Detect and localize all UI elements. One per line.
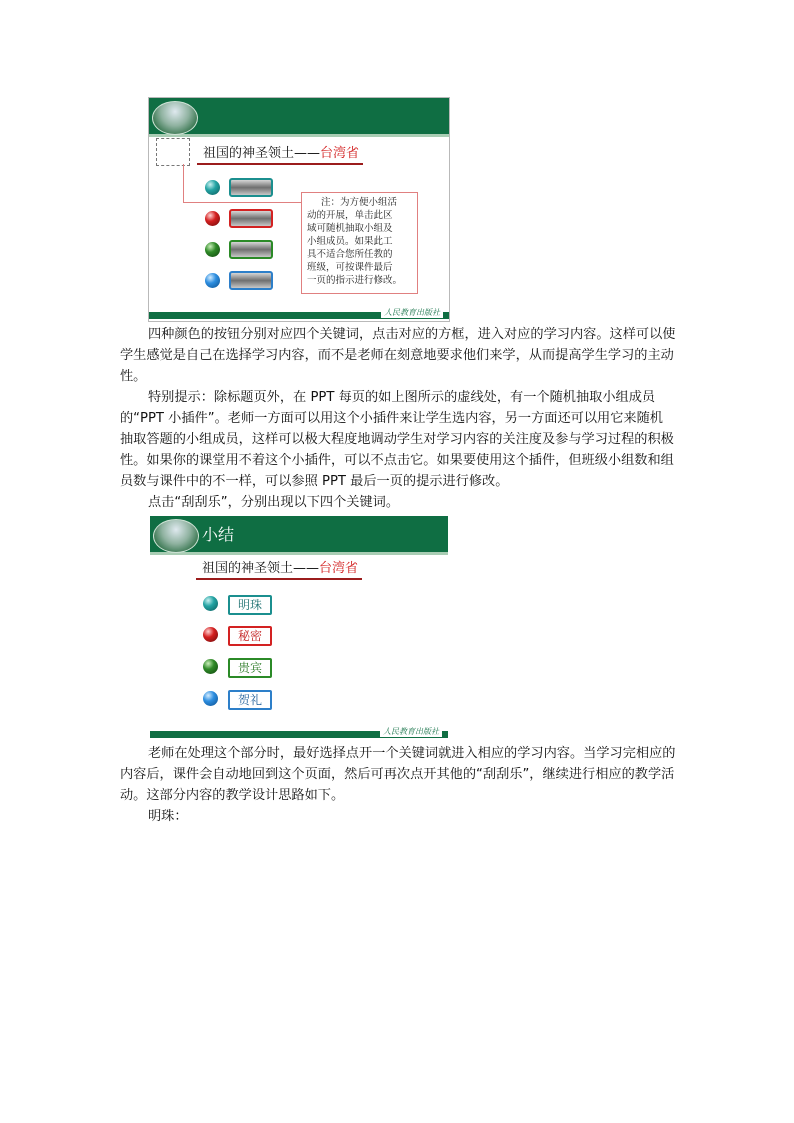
keyword-mimi-button[interactable]: 秘密 bbox=[228, 626, 272, 646]
paragraph-scratch-card: 点击“刮刮乐”，分别出现以下四个关键词。 bbox=[148, 495, 400, 510]
note-line: 一页的指示进行修改。 bbox=[307, 275, 403, 286]
keyword-heli-button[interactable]: 贺礼 bbox=[228, 690, 272, 710]
red-ball-icon bbox=[205, 211, 220, 226]
slide2-footer bbox=[150, 727, 448, 738]
note-line: 小组成员。如果此工 bbox=[307, 236, 393, 247]
teal-ball-icon bbox=[203, 596, 218, 611]
slide-image-2 bbox=[150, 516, 448, 739]
slide1-heading-text: 祖国的神圣领土—— bbox=[203, 146, 321, 161]
landscape-logo-icon bbox=[153, 519, 199, 553]
blue-keyword-button[interactable] bbox=[229, 271, 273, 290]
green-ball-icon bbox=[203, 659, 218, 674]
red-ball-icon bbox=[203, 627, 218, 642]
note-line: 域可随机抽取小组及 bbox=[307, 223, 393, 234]
random-group-dotted-area[interactable] bbox=[156, 138, 190, 166]
publisher-logo-text: 人民教育出版社 bbox=[381, 307, 443, 318]
note-line: 注：为方便小组活 bbox=[321, 197, 398, 208]
slide2-banner bbox=[150, 516, 448, 555]
note-line: 班级，可按课件最后 bbox=[307, 262, 393, 273]
teal-keyword-button[interactable] bbox=[229, 178, 273, 197]
note-line: 动的开展，单击此区 bbox=[307, 210, 393, 221]
green-keyword-button[interactable] bbox=[229, 240, 273, 259]
slide1-footer bbox=[149, 308, 449, 319]
note-connector-horizontal bbox=[183, 202, 301, 203]
paragraph-mingzhu-label: 明珠： bbox=[148, 809, 188, 824]
keyword-mingzhu-button[interactable]: 明珠 bbox=[228, 595, 272, 615]
slide2-heading-text: 祖国的神圣领土—— bbox=[202, 561, 320, 576]
blue-ball-icon bbox=[205, 273, 220, 288]
slide1-banner bbox=[149, 98, 449, 137]
note-connector-vertical bbox=[183, 164, 184, 202]
slide2-banner-title: 小结 bbox=[202, 525, 235, 544]
instruction-note bbox=[301, 192, 418, 294]
teal-ball-icon bbox=[205, 180, 220, 195]
slide2-heading bbox=[196, 557, 362, 580]
red-keyword-button[interactable] bbox=[229, 209, 273, 228]
paragraph-special-tip: 特别提示：除标题页外，在 PPT 每页的如上图所示的虚线处，有一个随机抽取小组成员的“PPT 小插件”。老师一方面可以用这个小插件来让学生选内容，另一方面还可以用它来随机抽取答题的小组成员，这样可以极大程度地调动学生对学习内容的关注度及参与学习过程的积极性。如果你的课堂用不着这个小插件，可以不点击它。如果要使用这个插件，但班级小组数和组员数与课件中的不一样，可以参照 PPT 最后一页的提示进行修改。 bbox=[120, 390, 674, 489]
paragraph-teaching-flow: 老师在处理这个部分时，最好选择点开一个关键词就进入相应的学习内容。当学习完相应的内容后，课件会自动地回到这个页面，然后可再次点开其他的“刮刮乐”，继续进行相应的教学活动。这部分内容的教学设计思路如下。 bbox=[120, 746, 676, 803]
blue-ball-icon bbox=[203, 691, 218, 706]
slide1-heading-highlight: 台湾省 bbox=[320, 146, 360, 161]
green-ball-icon bbox=[205, 242, 220, 257]
landscape-logo-icon bbox=[152, 101, 198, 135]
paragraph-buttons-explanation: 四种颜色的按钮分别对应四个关键词，点击对应的方框，进入对应的学习内容。这样可以使学生感觉是自己在选择学习内容，而不是老师在刻意地要求他们来学，从而提高学生学习的主动性。 bbox=[120, 327, 676, 384]
publisher-logo-text: 人民教育出版社 bbox=[380, 726, 442, 737]
keyword-guibin-button[interactable]: 贵宾 bbox=[228, 658, 272, 678]
slide-image-1 bbox=[148, 97, 450, 322]
slide1-heading bbox=[197, 142, 363, 165]
note-line: 具不适合您所任教的 bbox=[307, 249, 393, 260]
slide2-heading-highlight: 台湾省 bbox=[319, 561, 359, 576]
